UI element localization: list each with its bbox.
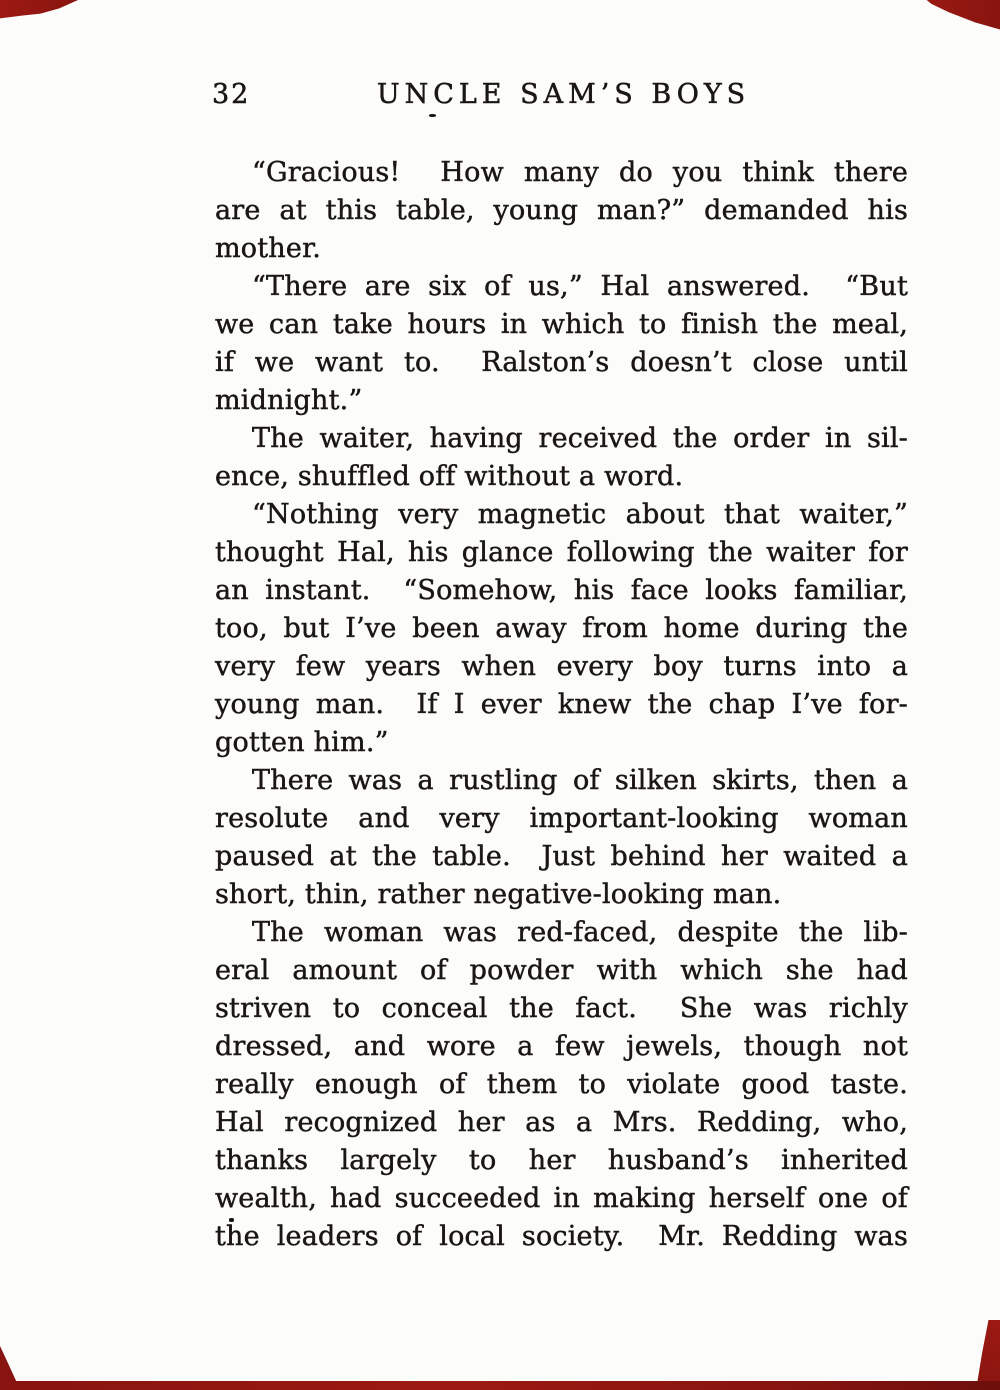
text-line: really enough of them to violate good taste. — [215, 1069, 908, 1100]
text-line: striven to conceal the fact. She was richly — [215, 993, 908, 1024]
text-line: we can take hours in which to finish the meal, — [215, 309, 908, 340]
paragraph — [215, 268, 908, 420]
text-line: There was a rustling of silken skirts, then a — [252, 765, 908, 796]
paragraph — [215, 496, 908, 762]
text-line: The waiter, having received the order in sil- — [252, 423, 908, 454]
text-line: ence, shuffled off without a word. — [215, 461, 684, 492]
stray-ink-mark — [429, 114, 436, 117]
text-line: midnight.” — [215, 385, 363, 416]
text-line: thanks largely to her husband’s inherited — [215, 1145, 908, 1176]
running-title: UNCLE SAM’S BOYS — [376, 79, 751, 110]
scan-artifact-top-left — [0, 0, 78, 20]
text-line: “Gracious! How many do you think there — [252, 157, 908, 188]
scan-artifact-bottom-strip — [0, 1381, 1000, 1390]
paragraph — [215, 914, 908, 1256]
text-line: The woman was red-faced, despite the lib- — [252, 917, 908, 948]
text-line: dressed, and wore a few jewels, though not — [215, 1031, 908, 1062]
text-line: “There are six of us,” Hal answered. “But — [252, 271, 908, 302]
text-line: paused at the table. Just behind her waited a — [215, 841, 908, 872]
text-line: an instant. “Somehow, his face looks familiar, — [215, 575, 908, 606]
page-header — [214, 76, 908, 114]
scan-artifact-top-right — [922, 0, 1000, 32]
text-line: short, thin, rather negative-looking man. — [215, 879, 782, 910]
text-line: mother. — [215, 233, 321, 264]
text-line: are at this table, young man?” demanded his — [215, 195, 908, 226]
text-line: Hal recognized her as a Mrs. Redding, who, — [215, 1107, 908, 1138]
text-block — [215, 154, 908, 1256]
text-line: wealth, had succeeded in making herself one of — [215, 1183, 908, 1214]
text-line: too, but I’ve been away from home during the — [215, 613, 908, 644]
page-number: 32 — [212, 79, 251, 110]
text-line: if we want to. Ralston’s doesn’t close until — [215, 347, 908, 378]
paragraph — [215, 154, 908, 268]
scan-artifact-bottom-right — [976, 1320, 1000, 1390]
paragraph — [215, 420, 908, 496]
text-line: the leaders of local society. Mr. Redding was — [215, 1221, 908, 1252]
text-line: very few years when every boy turns into a — [215, 651, 908, 682]
text-line: “Nothing very magnetic about that waiter,” — [252, 499, 908, 530]
text-line: young man. If I ever knew the chap I’ve for- — [215, 689, 908, 720]
paragraph — [215, 762, 908, 914]
text-line: resolute and very important-looking woman — [215, 803, 908, 834]
text-line: thought Hal, his glance following the waiter for — [215, 537, 908, 568]
text-line: eral amount of powder with which she had — [215, 955, 908, 986]
text-line: gotten him.” — [215, 727, 389, 758]
